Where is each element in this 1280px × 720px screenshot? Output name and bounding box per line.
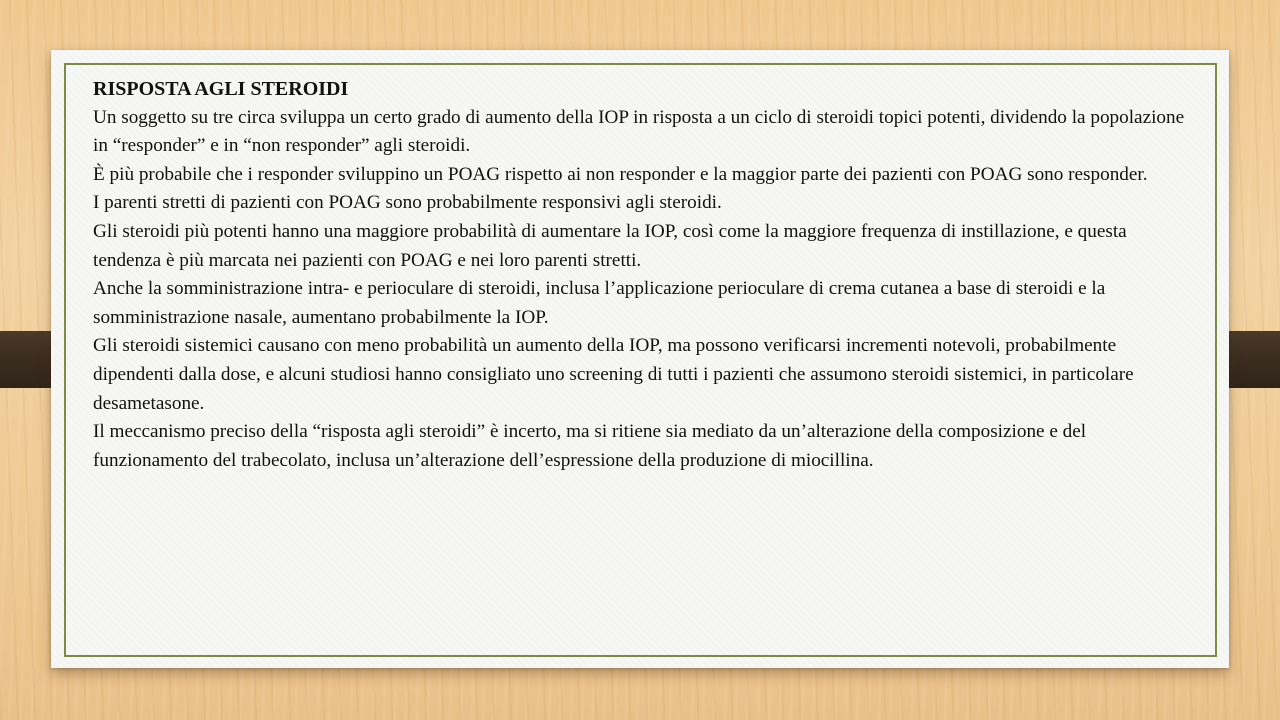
- paragraph-4: Gli steroidi più potenti hanno una maggiore probabilità di aumentare la IOP, così come la maggiore frequenza di instillazione, e questa tendenza è più marcata nei pazienti con POAG e nei loro parenti stretti.: [93, 220, 1127, 271]
- slide-title: RISPOSTA AGLI STEROIDI: [93, 78, 349, 100]
- paragraph-3: I parenti stretti di pazienti con POAG sono probabilmente responsivi agli steroidi.: [93, 192, 722, 214]
- paragraph-5: Anche la somministrazione intra- e perioculare di steroidi, inclusa l’applicazione perioculare di crema cutanea a base di steroidi e la somministrazione nasale, aumentano probabilmente la IOP.: [93, 278, 1106, 328]
- paragraph-2: È più probabile che i responder sviluppino un POAG rispetto ai non responder e la maggior parte dei pazienti con POAG sono responder.: [93, 163, 1148, 185]
- paragraph-1: Un soggetto su tre circa sviluppa un certo grado di aumento della IOP in risposta a un ciclo di steroidi topici potenti, dividendo la popolazione in “responder” e in “non responder” agli steroidi.: [93, 106, 1185, 157]
- paragraph-7: Il meccanismo preciso della “risposta agli steroidi” è incerto, ma si ritiene sia mediato da un’alterazione della composizione e del funzionamento del trabecolato, inclusa un’alterazione dell’espressione della produzione di miocillina.: [93, 421, 1087, 471]
- slide-paper: [51, 50, 1229, 668]
- slide-content: [93, 75, 1193, 475]
- paragraph-6: Gli steroidi sistemici causano con meno probabilità un aumento della IOP, ma possono verificarsi incrementi notevoli, probabilmente dipendenti dalla dose, e alcuni studiosi hanno consigliato uno screening di tutti i pazienti che assumono steroidi sistemici, in particolare desametasone.: [93, 335, 1134, 414]
